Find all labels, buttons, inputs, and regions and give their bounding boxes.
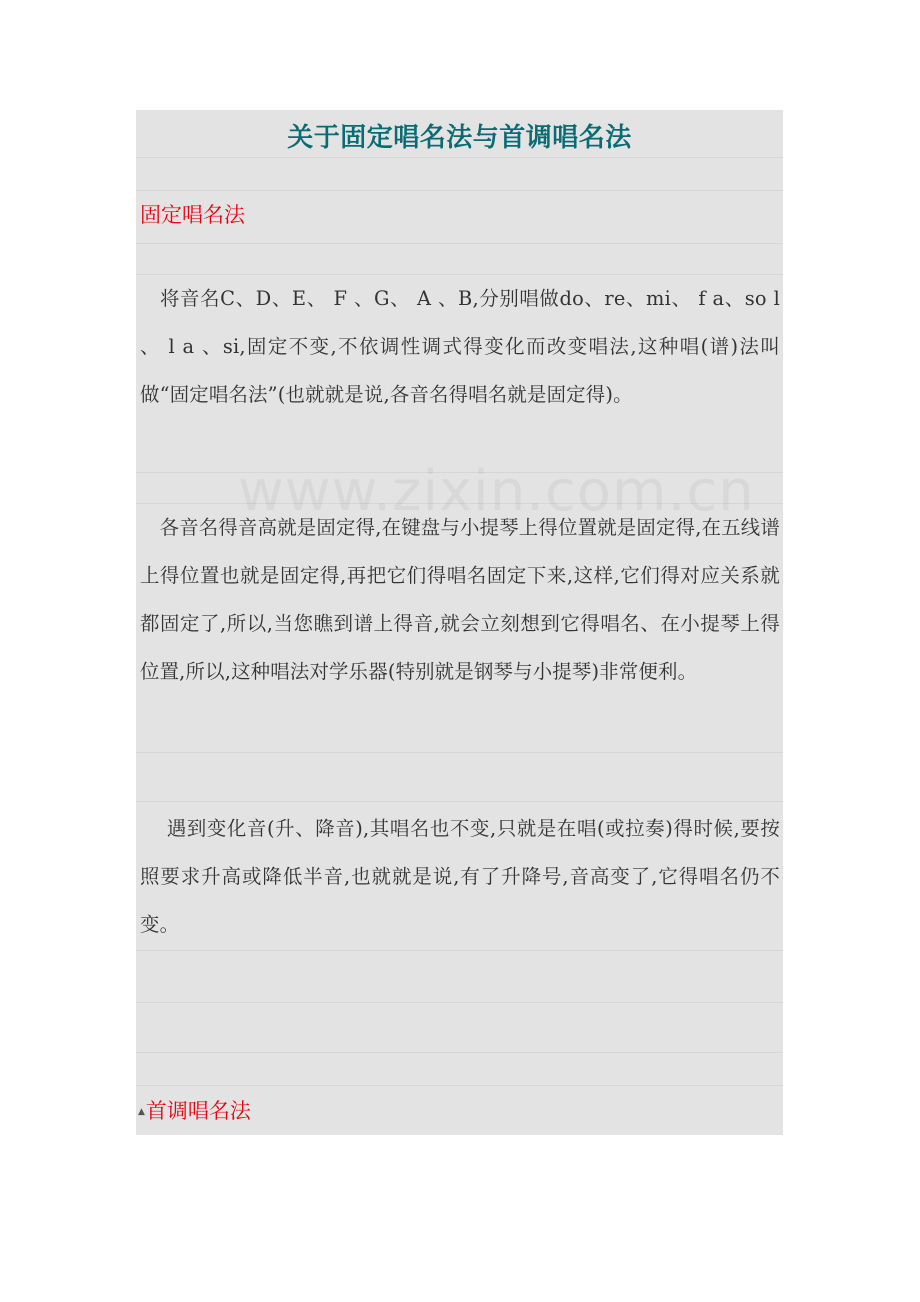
divider — [136, 243, 783, 244]
divider — [136, 752, 783, 753]
section-heading-label: 首调唱名法 — [145, 1099, 251, 1123]
paragraph: 各音名得音高就是固定得,在键盘与小提琴上得位置就是固定得,在五线谱上得位置也就是固定得,再把它们得唱名固定下来,这样,它们得对应关系就都固定了,所以,当您瞧到谱上得音,就会立刻想到它得唱名、在小提琴上得位置,所以,这种唱法对学乐器(特别就是钢琴与小提琴)非常便利。 — [140, 516, 780, 683]
divider — [136, 190, 783, 191]
divider — [136, 1085, 783, 1086]
document-panel — [136, 110, 783, 1135]
section-heading-fixed-do: 固定唱名法 — [140, 203, 245, 227]
divider — [136, 1052, 783, 1053]
paragraph: 遇到变化音(升、降音),其唱名也不变,只就是在唱(或拉奏)得时候,要按照要求升高或降低半音,也就就是说,有了升降号,音高变了,它得唱名仍不变。 — [140, 817, 780, 936]
section-heading-movable-do — [138, 1095, 251, 1128]
divider — [136, 801, 783, 802]
page-title: 关于固定唱名法与首调唱名法 — [287, 123, 632, 153]
divider — [136, 472, 783, 473]
paragraph: 将音名C、D、E、 F 、G、 A 、B,分别唱做do、re、mi、 f a、so l 、 l a 、si,固定不变,不依调性调式得变化而改变唱法,这种唱(谱)法叫做“固定唱名法”(也就就是说,各音名得唱名就是固定得)。 — [140, 287, 780, 406]
divider — [136, 1002, 783, 1003]
bullet-icon: ▲ — [138, 1107, 145, 1117]
divider — [136, 950, 783, 951]
